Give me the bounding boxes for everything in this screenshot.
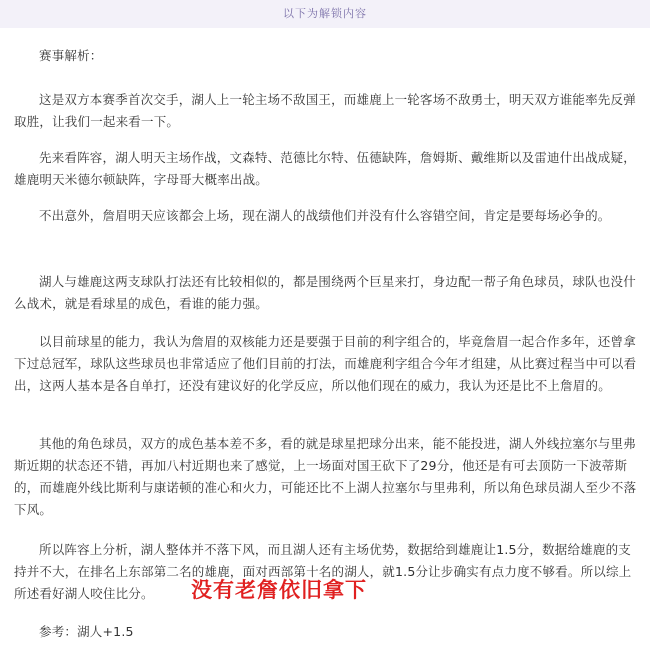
reference-line: 参考：湖人+1.5: [39, 624, 134, 639]
banner-label: 以下为解锁内容: [283, 7, 367, 20]
article-paragraph: 所以阵容上分析，湖人整体并不落下风，而且湖人还有主场优势，数据给到雄鹿让1.5分，数据给雄鹿的支持并不大，在排名上东部第二名的雄鹿，面对西部第十名的湖人，就1.5分让步确实有点力度不够看。所以综上所述看好湖人咬住比分。: [14, 542, 632, 601]
article-paragraph: 不出意外，詹眉明天应该都会上场，现在湖人的战绩他们并没有什么容错空间，肯定是要每场必争的。: [39, 208, 611, 223]
unlocked-content-banner: [0, 0, 650, 29]
article-paragraph: 湖人与雄鹿这两支球队打法还有比较相似的，都是围绕两个巨星来打，身边配一帮子角色球员，球队也没什么战术，就是看球星的成色，看谁的能力强。: [14, 274, 636, 311]
article-paragraph: 先来看阵容，湖人明天主场作战，文森特、范德比尔特、伍德缺阵，詹姆斯、戴维斯以及雷迪什出战成疑，雄鹿明天米德尔顿缺阵，字母哥大概率出战。: [14, 150, 636, 187]
article-paragraph: 其他的角色球员，双方的成色基本差不多，看的就是球星把球分出来，能不能投进，湖人外线拉塞尔与里弗斯近期的状态还不错，再加八村近期也来了感觉，上一场面对国王砍下了29分，他还是有可去顶防一下波蒂斯的，而雄鹿外线比斯利与康诺顿的准心和火力，可能还比不上湖人拉塞尔与里弗利，所以角色球员湖人至少不落下风。: [14, 436, 637, 517]
section-heading: 赛事解析：: [39, 48, 103, 63]
article-body: [0, 28, 650, 654]
article-paragraph: 这是双方本赛季首次交手，湖人上一轮主场不敌国王，而雄鹿上一轮客场不敌勇士，明天双方谁能率先反弹取胜，让我们一起来看一下。: [14, 92, 636, 129]
red-overlay-caption: 没有老詹依旧拿下: [191, 578, 367, 602]
article-paragraph: 以目前球星的能力，我认为詹眉的双核能力还是要强于目前的利字组合的，毕竟詹眉一起合作多年，还曾拿下过总冠军，球队这些球员也非常适应了他们目前的打法，而雄鹿利字组合今年才组建，从比赛过程当中可以看出，这两人基本是各自单打，还没有建议好的化学反应，所以他们现在的威力，我认为还是比不上詹眉的。: [14, 334, 637, 393]
